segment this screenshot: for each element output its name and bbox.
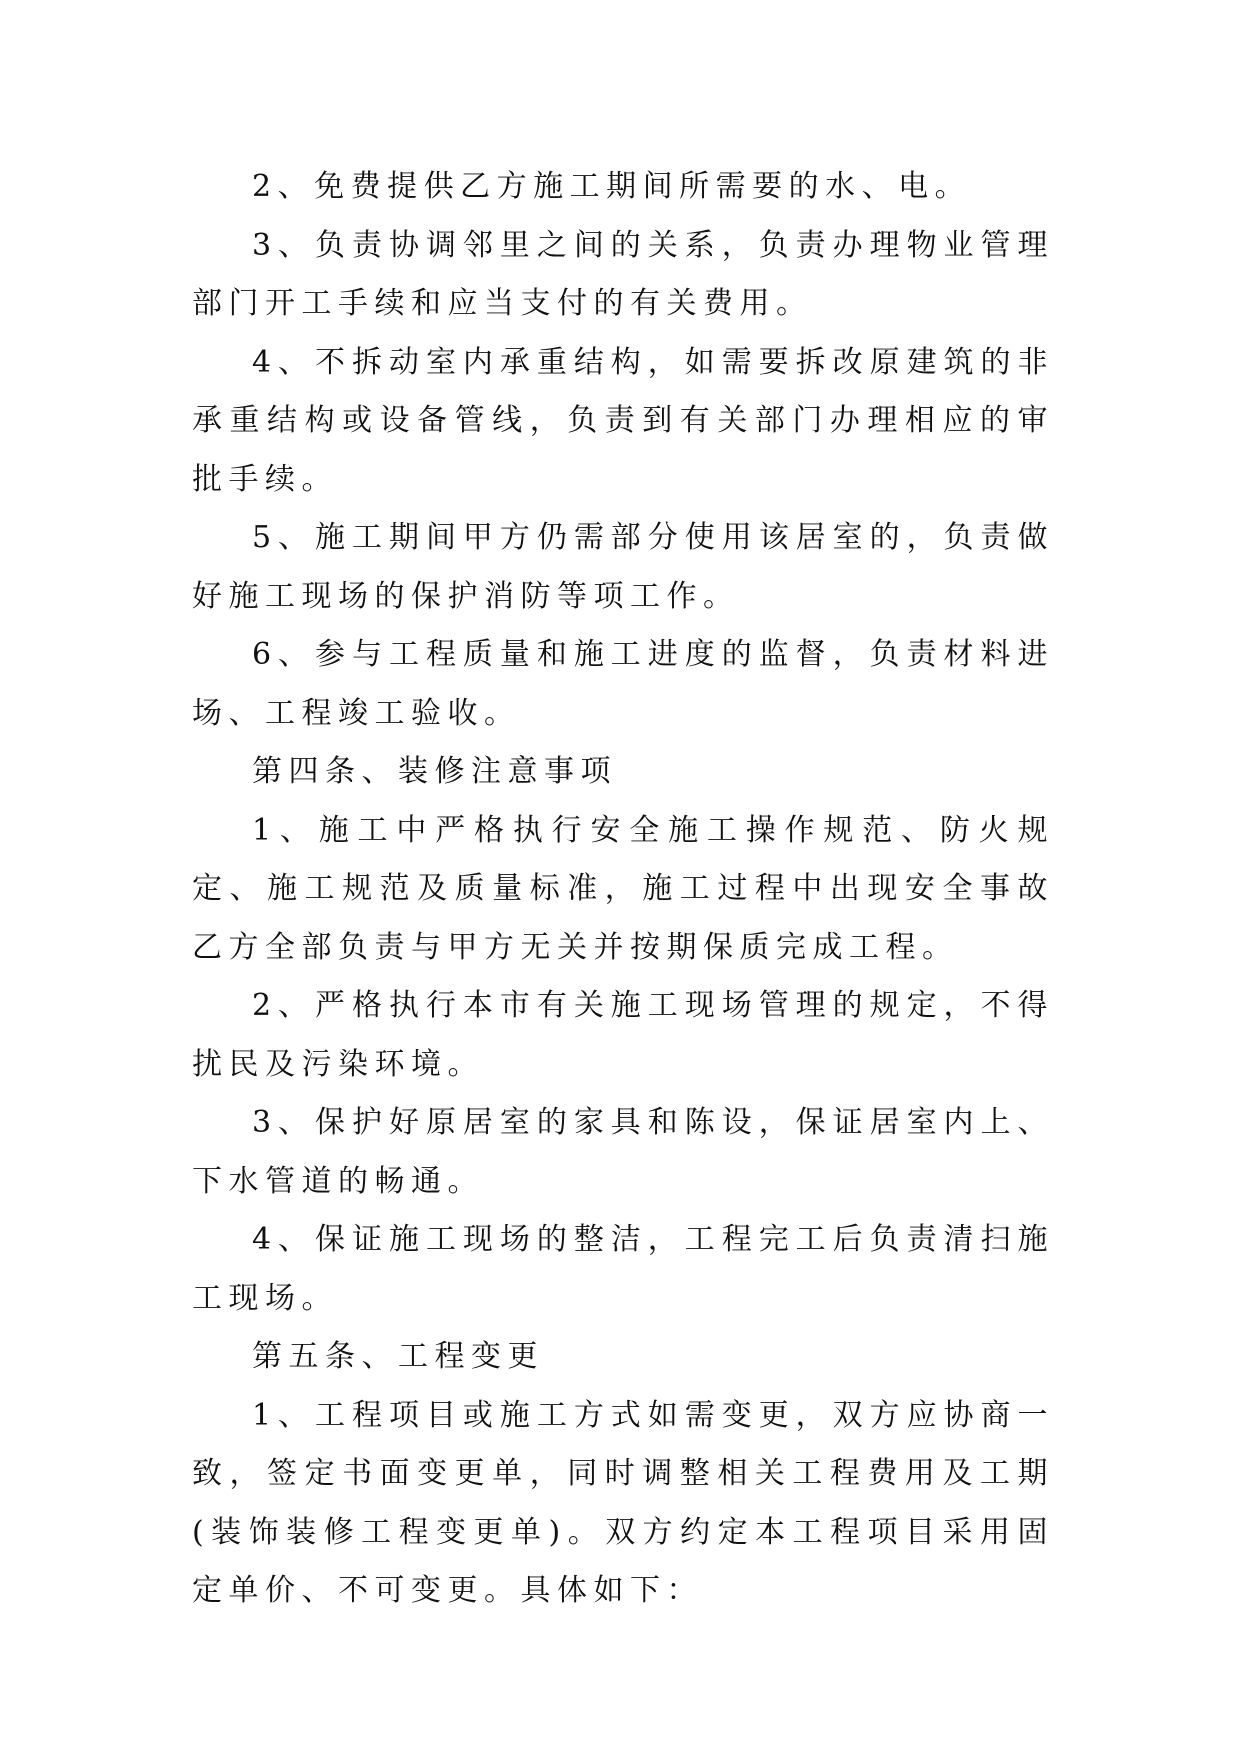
paragraph-item-3: 3、负责协调邻里之间的关系，负责办理物业管理部门开工手续和应当支付的有关费用。 [192, 227, 1054, 321]
paragraph-item-4: 4、不拆动室内承重结构，如需要拆改原建筑的非承重结构或设备管线，负责到有关部门办理相应的审批手续。 [192, 344, 1054, 497]
section-heading-article-4: 第四条、装修注意事项 [252, 754, 617, 789]
section-heading-article-5: 第五条、工程变更 [252, 1339, 544, 1374]
paragraph-item-2: 2、免费提供乙方施工期间所需要的水、电。 [252, 169, 972, 204]
paragraph-item-5: 5、施工期间甲方仍需部分使用该居室的，负责做好施工现场的保护消防等项工作。 [192, 520, 1054, 614]
paragraph-article-5-item-1: 1、工程项目或施工方式如需变更，双方应协商一致，签定书面变更单，同时调整相关工程费用及工期(装饰装修工程变更单)。双方约定本工程项目采用固定单价、不可变更。具体如下： [192, 1397, 1054, 1608]
paragraph-article-4-item-3: 3、保护好原居室的家具和陈设，保证居室内上、下水管道的畅通。 [192, 1105, 1054, 1199]
paragraph-item-6: 6、参与工程质量和施工进度的监督，负责材料进场、工程竣工验收。 [192, 637, 1054, 731]
paragraph-article-4-item-2: 2、严格执行本市有关施工现场管理的规定，不得扰民及污染环境。 [192, 988, 1054, 1082]
paragraph-article-4-item-4: 4、保证施工现场的整洁，工程完工后负责清扫施工现场。 [192, 1222, 1054, 1316]
paragraph-article-4-item-1: 1、施工中严格执行安全施工操作规范、防火规定、施工规范及质量标准，施工过程中出现安全事故乙方全部负责与甲方无关并按期保质完成工程。 [192, 812, 1054, 965]
document-body [192, 158, 1054, 1621]
